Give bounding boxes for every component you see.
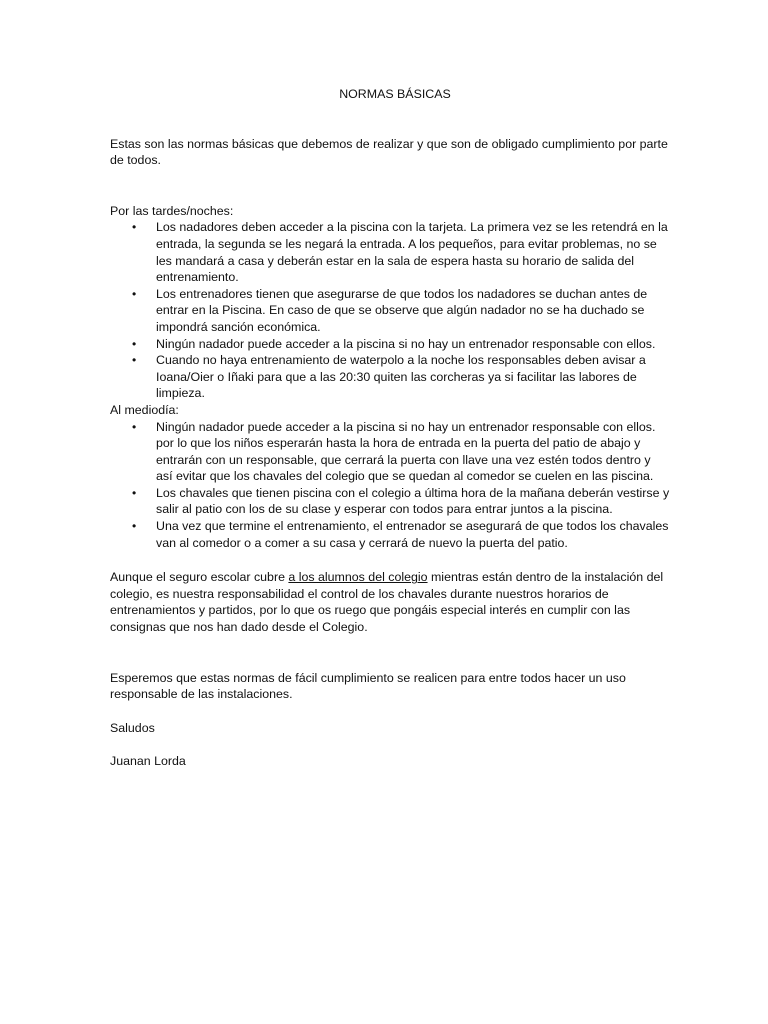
bullet-icon: • — [132, 353, 137, 368]
insurance-paragraph — [110, 569, 670, 635]
list-item — [132, 336, 670, 353]
signature-name: Juanan Lorda — [110, 754, 186, 769]
list-item-text: Los entrenadores tienen que asegurarse de que todos los nadadores se duchan antes de entrar en la Piscina. En caso de que se observe que algún nadador no se ha duchado se impondrá sanción económica. — [156, 286, 648, 334]
list-item — [132, 518, 670, 551]
insurance-text-after: mientras están dentro de la instalación del colegio, es nuestra responsabilidad el control de los chavales durante nuestros horarios de entrenamientos y partidos, por lo que os ruego que pongáis especial interés en cumplir con las consignas que nos han dado desde el Colegio. — [110, 570, 664, 635]
greeting: Saludos — [110, 720, 155, 735]
list-item — [132, 485, 670, 518]
section-label-tardes: Por las tardes/noches: — [110, 203, 234, 218]
document-page — [110, 86, 670, 770]
section-mediodia — [110, 402, 670, 551]
bullet-icon: • — [132, 336, 137, 351]
section-label-mediodia: Al mediodía: — [110, 402, 179, 417]
rules-list-mediodia — [110, 419, 670, 552]
list-item — [132, 419, 670, 485]
list-item-text: Los nadadores deben acceder a la piscina con la tarjeta. La primera vez se les retendrá en la entrada, la segunda se les negará la entrada. A los pequeños, para evitar problemas, no se les mandará a casa y deberán estar en la sala de espera hasta su horario de salida del entrenamiento. — [156, 220, 668, 285]
insurance-text-before: Aunque el seguro escolar cubre — [110, 570, 289, 585]
list-item — [132, 286, 670, 336]
bullet-icon: • — [132, 286, 137, 301]
insurance-highlight: a los alumnos del colegio — [288, 570, 428, 585]
bullet-icon: • — [132, 220, 137, 235]
list-item-text: Los chavales que tienen piscina con el colegio a última hora de la mañana deberán vestirse y salir al patio con los de su clase y esperar con todos para entrar juntos a la piscina. — [156, 485, 670, 517]
list-item-text: Ningún nadador puede acceder a la piscina si no hay un entrenador responsable con ellos. — [156, 336, 656, 351]
intro-paragraph: Estas son las normas básicas que debemos de realizar y que son de obligado cumplimiento por parte de todos. — [110, 136, 668, 168]
bullet-icon: • — [132, 519, 137, 534]
document-title: NORMAS BÁSICAS — [339, 87, 451, 101]
list-item-text: Ningún nadador puede acceder a la piscina si no hay un entrenador responsable con ellos. por lo que los niños esperarán hasta la hora de entrada en la puerta del patio de abajo y entrarán con un responsable, que cerrará la puerta con llave una vez estén todos dentro y así evitar que los chavales del colegio que se quedan al comedor se cuelen en las piscina. — [156, 419, 656, 484]
list-item — [132, 352, 670, 402]
closing-paragraph: Esperemos que estas normas de fácil cumplimiento se realicen para entre todos hacer un uso responsable de las instalaciones. — [110, 670, 626, 702]
list-item-text: Una vez que termine el entrenamiento, el entrenador se asegurará de que todos los chavales van al comedor o a comer a su casa y cerrará de nuevo la puerta del patio. — [156, 519, 669, 550]
bullet-icon: • — [132, 419, 137, 434]
list-item — [132, 219, 670, 285]
rules-list-tardes — [110, 219, 670, 402]
list-item-text: Cuando no haya entrenamiento de waterpolo a la noche los responsables deben avisar a Ioana/Oier o Iñaki para que a las 20:30 quiten las corcheras ya si facilitar las labores de limpieza. — [156, 353, 646, 401]
bullet-icon: • — [132, 485, 137, 500]
section-tardes — [110, 203, 670, 402]
